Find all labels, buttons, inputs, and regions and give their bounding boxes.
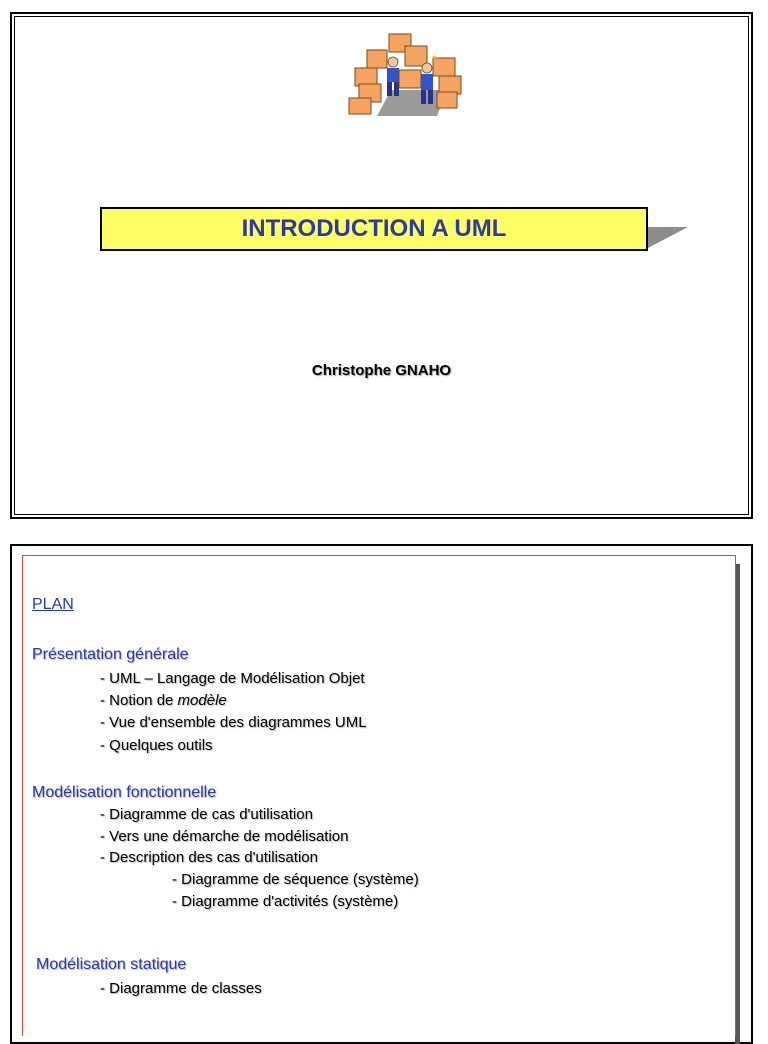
- list-item: - UML – Langage de Modélisation Objet: [100, 670, 365, 687]
- plan-slide: [10, 544, 753, 1044]
- notion-italic: modèle: [177, 692, 227, 709]
- section-heading-presentation: Présentation générale: [32, 646, 189, 663]
- notion-prefix: - Notion de: [100, 692, 178, 709]
- list-item: - Quelques outils: [100, 737, 213, 754]
- sub-list-item: - Diagramme d'activités (système): [172, 893, 399, 910]
- section-heading-statique: Modélisation statique: [36, 956, 187, 973]
- list-item: - Vue d'ensemble des diagrammes UML: [100, 714, 367, 731]
- title-slide: [10, 12, 753, 519]
- list-item: - Diagramme de cas d'utilisation: [100, 806, 313, 823]
- section-heading-fonctionnelle: Modélisation fonctionnelle: [32, 784, 217, 801]
- list-item-notion: [100, 692, 227, 709]
- svg-text:✶: ✶: [431, 53, 438, 62]
- slide-title: INTRODUCTION A UML: [100, 207, 648, 251]
- banner-shadow: [646, 227, 690, 249]
- author-name: Christophe GNAHO: [311, 362, 452, 379]
- plan-heading: PLAN: [32, 596, 74, 613]
- list-item: - Description des cas d'utilisation: [100, 849, 318, 866]
- sub-list-item: - Diagramme de séquence (système): [172, 871, 419, 888]
- list-item: - Vers une démarche de modélisation: [100, 828, 349, 845]
- workers-moving-boxes-icon: [347, 28, 467, 118]
- list-item: - Diagramme de classes: [100, 980, 262, 997]
- title-banner: [100, 207, 648, 251]
